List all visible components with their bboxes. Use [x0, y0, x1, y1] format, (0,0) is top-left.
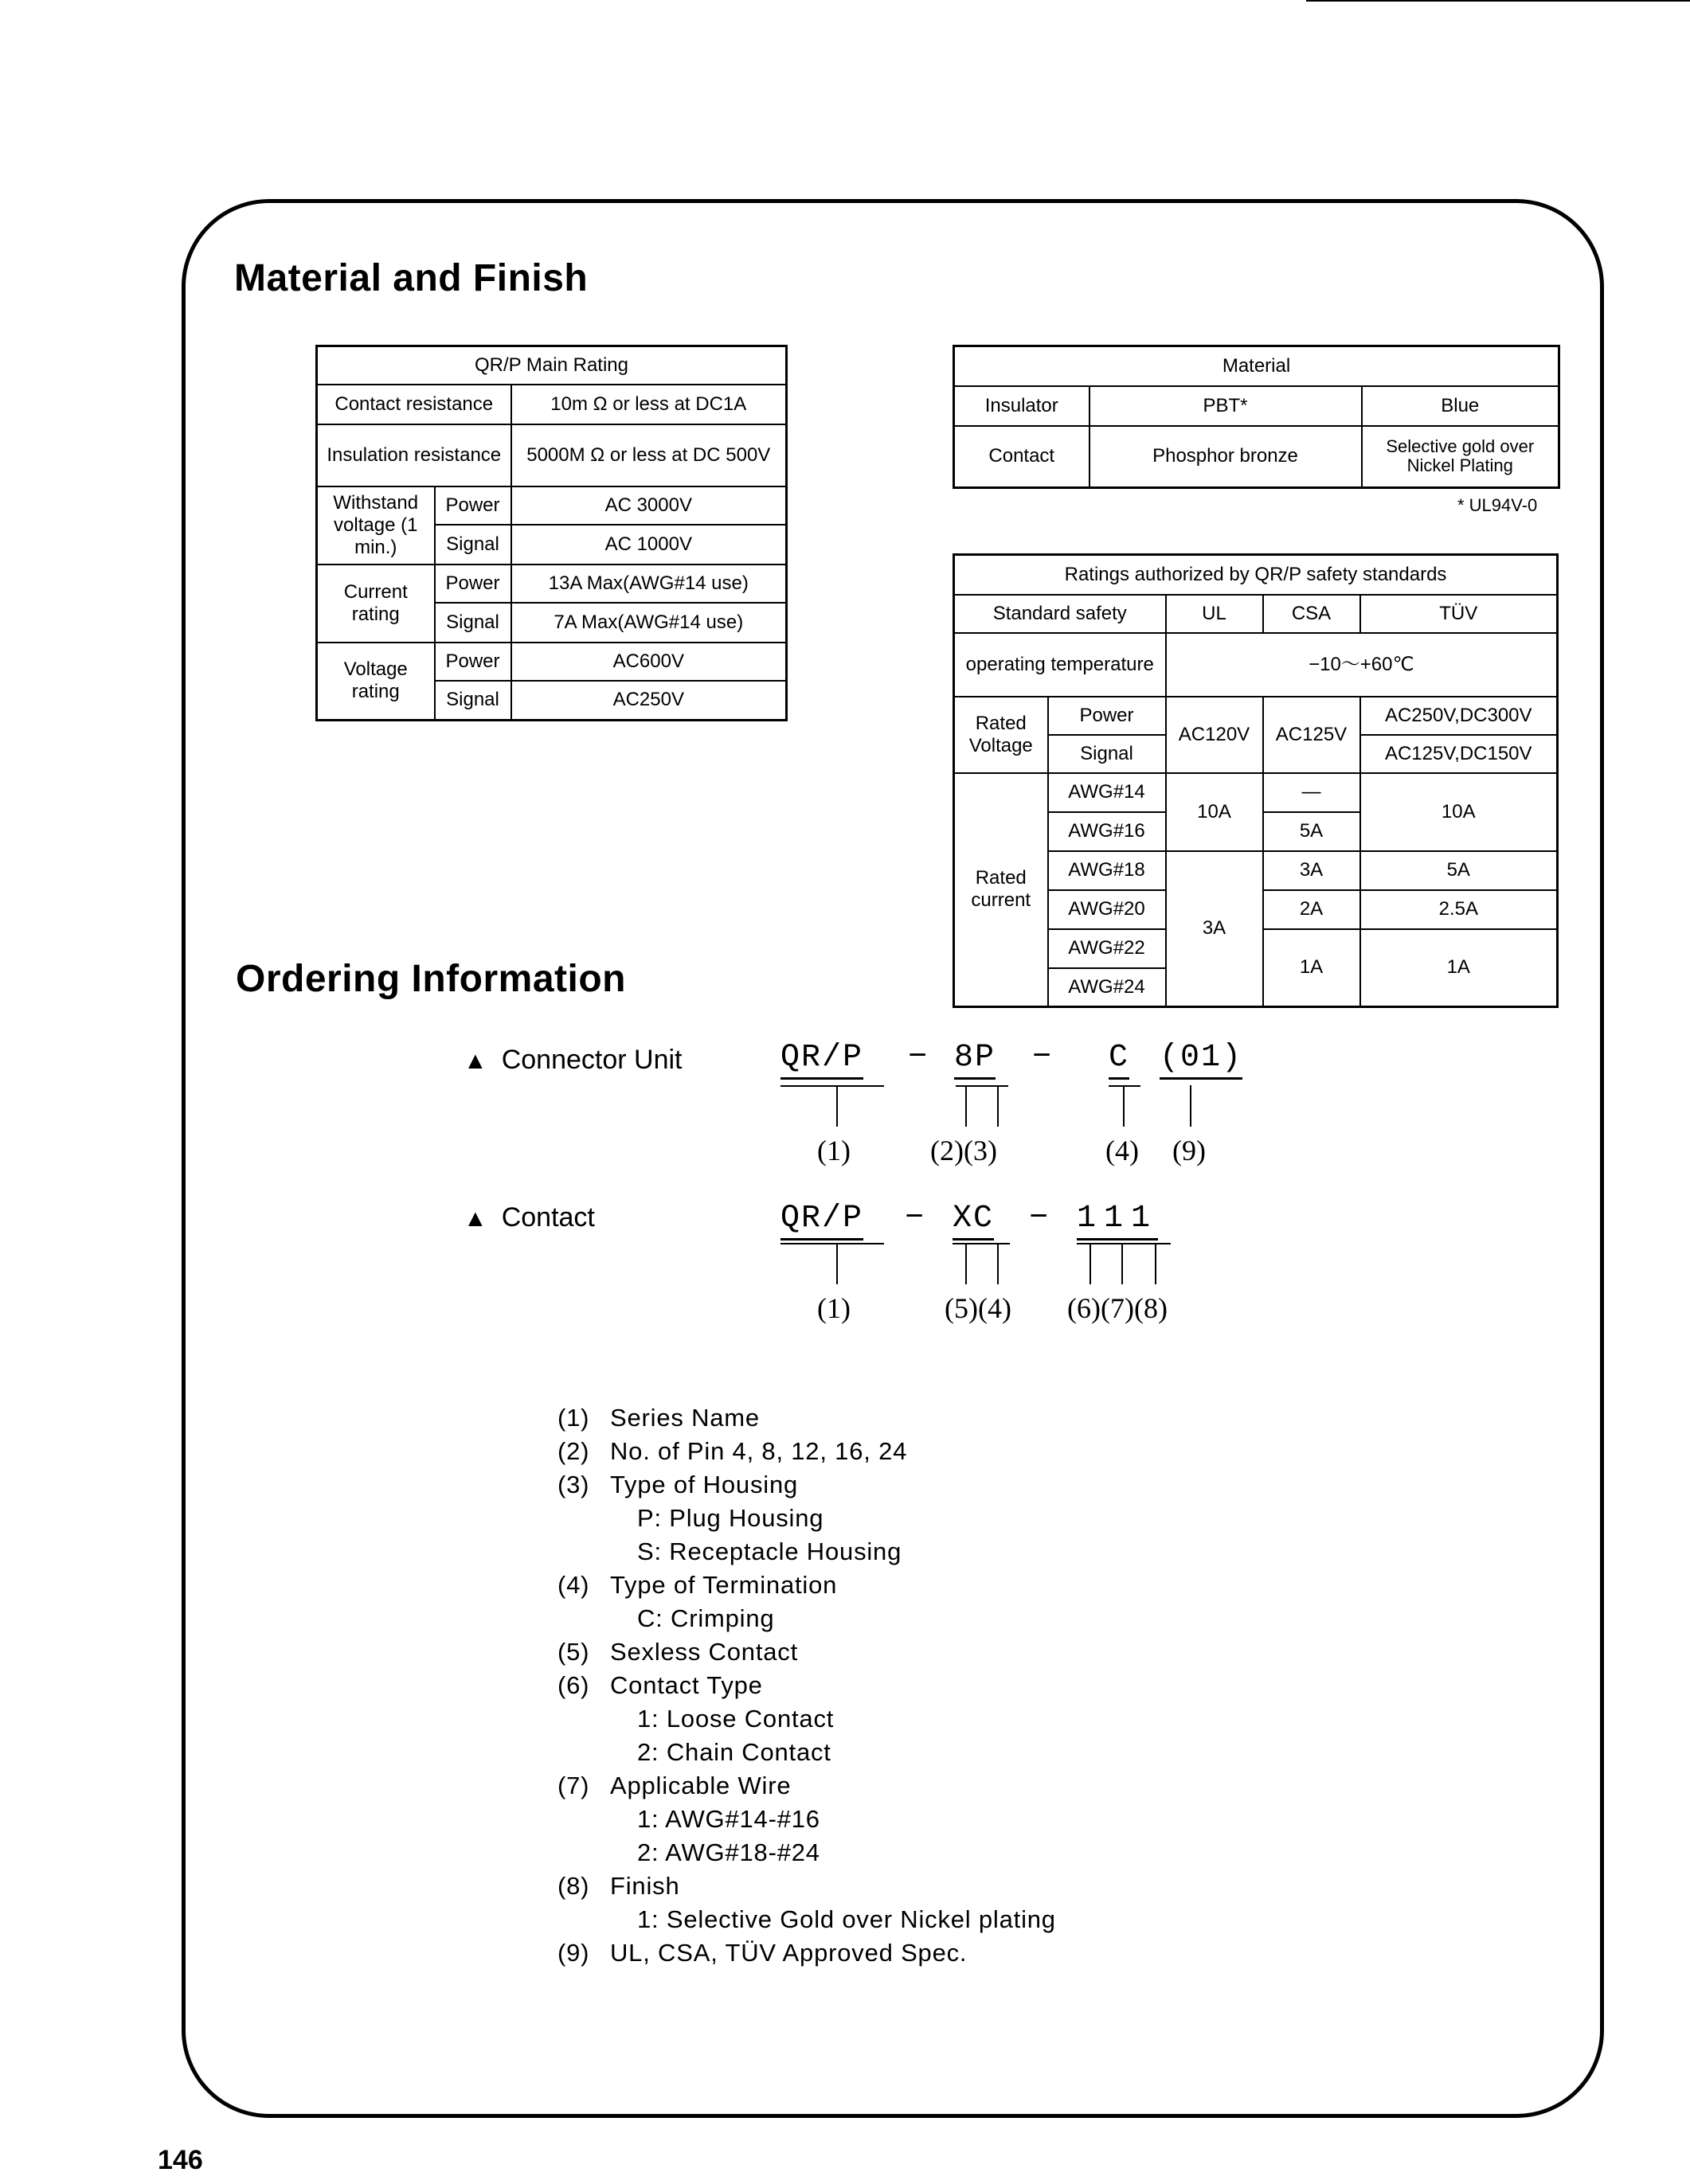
contact-code-series: [780, 1201, 863, 1237]
contact-material: Phosphor bronze: [1090, 426, 1362, 488]
current-signal-label: Signal: [435, 603, 511, 643]
op-temp-label: operating temperature: [954, 633, 1166, 697]
contact-xc-bar: [953, 1243, 1010, 1244]
connector-num-9: (9): [1172, 1135, 1206, 1166]
ul-voltage: AC120V: [1166, 697, 1263, 773]
legend-text: UL, CSA, TÜV Approved Spec.: [610, 1939, 968, 1967]
csa-header: CSA: [1263, 595, 1360, 633]
material-title: Material: [954, 346, 1559, 386]
legend-item: [557, 1435, 1056, 1468]
withstand-power-label: Power: [435, 486, 511, 525]
triangle-icon: ▲: [464, 1048, 487, 1074]
legend-item: [557, 1401, 1056, 1435]
connector-term-bar: [1109, 1085, 1140, 1087]
voltage-power-label: Power: [435, 643, 511, 681]
contact-digits: 111: [1077, 1201, 1158, 1240]
contact-leader-6: [1090, 1243, 1091, 1284]
contact-num-678: (6)(7)(8): [1067, 1292, 1168, 1324]
contact-code-dash2: −: [1029, 1201, 1050, 1237]
withstand-signal-value: AC 1000V: [511, 525, 787, 565]
connector-code-term: [1109, 1040, 1129, 1076]
connector-leader-4: [1123, 1085, 1125, 1127]
legend-number: (6): [557, 1671, 590, 1699]
contact-leader-4: [997, 1243, 999, 1284]
top-rule: [1306, 0, 1690, 2]
voltage-signal-value: AC250V: [511, 681, 787, 721]
material-footnote: * UL94V-0: [1457, 495, 1538, 515]
legend-subitem: 2: Chain Contact: [637, 1738, 831, 1766]
standard-safety-label: Standard safety: [954, 595, 1166, 633]
legend-subitem: P: Plug Housing: [637, 1504, 824, 1532]
tuv-header: TÜV: [1360, 595, 1558, 633]
connector-code-pins: [954, 1040, 996, 1076]
legend-subitem: 2: AWG#18-#24: [637, 1838, 820, 1866]
connector-leader-9: [1190, 1085, 1191, 1127]
contact-code-dash1: −: [905, 1201, 926, 1237]
csa-awg22-24: 1A: [1263, 929, 1360, 1007]
contact-resistance-label: Contact resistance: [317, 385, 511, 424]
legend-number: (1): [557, 1404, 590, 1432]
ordering-legend: [557, 1401, 1056, 1970]
legend-text: No. of Pin 4, 8, 12, 16, 24: [610, 1437, 908, 1465]
current-rating-label: Current rating: [317, 565, 435, 643]
csa-awg14: —: [1263, 773, 1360, 812]
contact-material-label: Contact: [954, 426, 1090, 488]
legend-text: Type of Termination: [610, 1571, 838, 1599]
legend-number: (3): [557, 1471, 590, 1498]
legend-item: [557, 1569, 1056, 1602]
material-table: [953, 345, 1560, 489]
legend-subitem: S: Receptacle Housing: [637, 1537, 902, 1565]
legend-item: [557, 1635, 1056, 1669]
awg18-label: AWG#18: [1048, 851, 1166, 890]
connector-num-23: (2)(3): [930, 1135, 997, 1166]
tuv-awg20: 2.5A: [1360, 890, 1558, 929]
legend-text: Type of Housing: [610, 1471, 799, 1498]
current-power-label: Power: [435, 565, 511, 603]
tuv-power-voltage: AC250V,DC300V: [1360, 697, 1558, 735]
tuv-signal-voltage: AC125V,DC150V: [1360, 735, 1558, 773]
main-rating-title: QR/P Main Rating: [317, 346, 787, 385]
safety-ratings-table: [953, 553, 1559, 1008]
connector-unit-text: Connector Unit: [501, 1045, 683, 1075]
contact-finish: Selective gold over Nickel Plating: [1362, 426, 1559, 488]
csa-awg18: 3A: [1263, 851, 1360, 890]
legend-item: [557, 1468, 1056, 1502]
legend-subitem: C: Crimping: [637, 1604, 775, 1632]
legend-number: (7): [557, 1772, 590, 1799]
contact-code-xc: [953, 1201, 994, 1237]
contact-num-54: (5)(4): [945, 1292, 1011, 1324]
connector-code-series: [780, 1040, 863, 1076]
legend-item: [557, 1769, 1056, 1803]
ul-current-10a: 10A: [1166, 773, 1263, 851]
ordering-info-heading: Ordering Information: [236, 958, 626, 1000]
insulator-material: PBT*: [1090, 386, 1362, 426]
voltage-signal-label: Signal: [435, 681, 511, 721]
contact-series: QR/P: [780, 1201, 863, 1240]
voltage-rating-label: Voltage rating: [317, 643, 435, 721]
legend-text: Applicable Wire: [610, 1772, 792, 1799]
legend-number: (8): [557, 1872, 590, 1900]
op-temp-value: −10〜+60℃: [1166, 633, 1558, 697]
legend-text: Series Name: [610, 1404, 760, 1432]
connector-num-4: (4): [1105, 1135, 1139, 1166]
connector-pins: 8P: [954, 1040, 996, 1080]
rv-power-label: Power: [1048, 697, 1166, 735]
insulator-finish: Blue: [1362, 386, 1559, 426]
awg24-label: AWG#24: [1048, 968, 1166, 1007]
legend-number: (9): [557, 1939, 590, 1967]
legend-text: Contact Type: [610, 1671, 763, 1699]
legend-number: (4): [557, 1571, 590, 1599]
connector-code-spec: [1160, 1040, 1242, 1076]
legend-subitem: 1: Loose Contact: [637, 1705, 835, 1733]
withstand-signal-label: Signal: [435, 525, 511, 565]
insulation-value: 5000M Ω or less at DC 500V: [511, 424, 787, 486]
contact-leader-7: [1121, 1243, 1123, 1284]
legend-number: (5): [557, 1638, 590, 1666]
connector-leader-3: [997, 1085, 999, 1127]
tuv-awg22-24: 1A: [1360, 929, 1558, 1007]
connector-pins-bar: [956, 1085, 1008, 1087]
material-finish-heading: Material and Finish: [234, 257, 589, 299]
contact-series-bar: [780, 1243, 884, 1244]
contact-leader-8: [1155, 1243, 1156, 1284]
connector-unit-label: [464, 1045, 682, 1076]
contact-resistance-value: 10m Ω or less at DC1A: [511, 385, 787, 424]
current-signal-value: 7A Max(AWG#14 use): [511, 603, 787, 643]
contact-leader-1: [836, 1243, 838, 1284]
withstand-label: Withstand voltage (1 min.): [317, 486, 435, 565]
connector-term: C: [1109, 1040, 1129, 1080]
connector-num-1: (1): [817, 1135, 851, 1166]
legend-item: [557, 1869, 1056, 1903]
insulation-label: Insulation resistance: [317, 424, 511, 486]
connector-code-dash2: −: [1032, 1040, 1054, 1076]
safety-title: Ratings authorized by QR/P safety standards: [954, 555, 1558, 595]
ul-current-3a: 3A: [1166, 851, 1263, 1007]
legend-number: (2): [557, 1437, 590, 1465]
legend-item: [557, 1669, 1056, 1702]
rv-signal-label: Signal: [1048, 735, 1166, 773]
ul-header: UL: [1166, 595, 1263, 633]
connector-code-dash1: −: [908, 1040, 929, 1076]
legend-text: Sexless Contact: [610, 1638, 798, 1666]
contact-num-1: (1): [817, 1292, 851, 1324]
page-number: 146: [158, 2145, 203, 2175]
csa-awg16: 5A: [1263, 812, 1360, 851]
tuv-awg18: 5A: [1360, 851, 1558, 890]
contact-order-label: [464, 1202, 595, 1233]
connector-leader-1: [836, 1085, 838, 1127]
insulator-label: Insulator: [954, 386, 1090, 426]
csa-voltage: AC125V: [1263, 697, 1360, 773]
rated-current-label: Rated current: [954, 773, 1048, 1007]
contact-leader-5: [965, 1243, 967, 1284]
voltage-power-value: AC600V: [511, 643, 787, 681]
connector-leader-2: [965, 1085, 967, 1127]
contact-xc: XC: [953, 1201, 994, 1240]
tuv-awg14-16: 10A: [1360, 773, 1558, 851]
awg16-label: AWG#16: [1048, 812, 1166, 851]
legend-item: [557, 1936, 1056, 1970]
contact-order-text: Contact: [501, 1202, 595, 1233]
legend-subitem: 1: Selective Gold over Nickel plating: [637, 1905, 1056, 1933]
connector-series-bar: [780, 1085, 884, 1087]
withstand-power-value: AC 3000V: [511, 486, 787, 525]
legend-text: Finish: [610, 1872, 680, 1900]
legend-subitem: 1: AWG#14-#16: [637, 1805, 820, 1833]
main-rating-table: [315, 345, 788, 721]
connector-series: QR/P: [780, 1040, 863, 1080]
triangle-icon: ▲: [464, 1205, 487, 1232]
awg22-label: AWG#22: [1048, 929, 1166, 968]
csa-awg20: 2A: [1263, 890, 1360, 929]
awg14-label: AWG#14: [1048, 773, 1166, 812]
awg20-label: AWG#20: [1048, 890, 1166, 929]
connector-spec: (01): [1160, 1040, 1242, 1080]
rated-voltage-label: Rated Voltage: [954, 697, 1048, 773]
current-power-value: 13A Max(AWG#14 use): [511, 565, 787, 603]
contact-code-digits: [1077, 1201, 1158, 1237]
